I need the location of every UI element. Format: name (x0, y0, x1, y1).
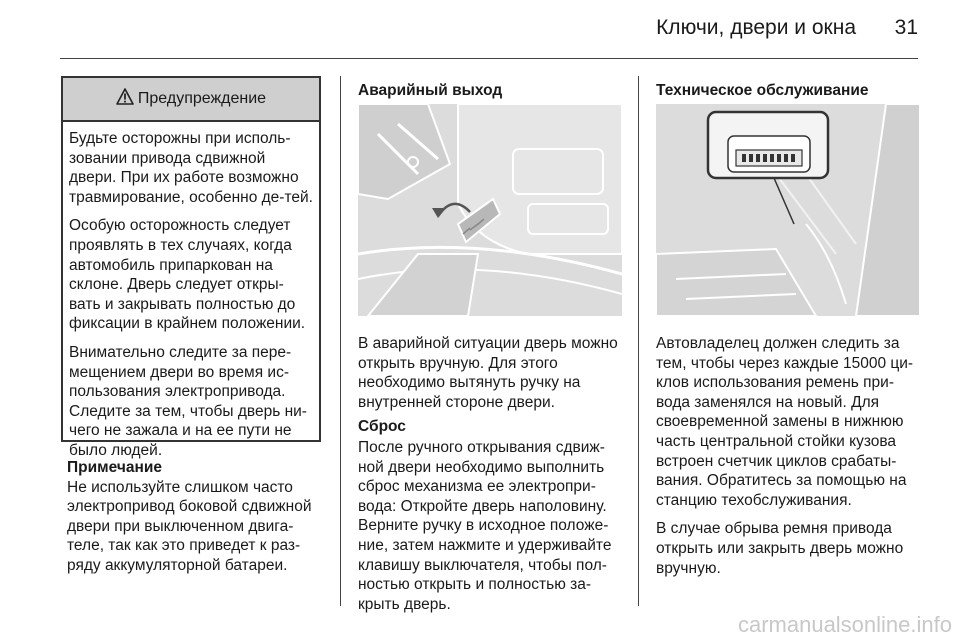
warning-triangle-icon (116, 88, 138, 110)
watermark: carmanualsonline.info (737, 612, 952, 637)
column-divider (638, 76, 639, 606)
warning-body (63, 122, 319, 461)
warning-paragraph: Будьте осторожны при исполь-зовании привода сдвижной двери. При их работе возможно травмирование, особенно де-тей. (69, 130, 313, 206)
warning-paragraph: Особую осторожность следует проявлять в тех случаях, когда автомобиль припаркован на склоне. Дверь следует откры-вать и закрывать полностью до фиксации в крайнем положении. (69, 217, 306, 333)
emergency-exit-title: Аварийный выход (358, 82, 503, 99)
emergency-handle-illustration (358, 104, 622, 316)
warning-paragraph: Внимательно следите за пере-мещением двери во время ис-пользования электропривода. Следите за тем, чтобы дверь ни-чего не зажала и на ее пути не было людей. (69, 343, 307, 459)
maintenance-text (656, 334, 922, 587)
reset-text: После ручного открывания сдвиж-ной двери необходимо выполнить сброс механизма ее электропри-вода: Откройте дверь наполовину. Верните ручку в исходное положе-ние, затем нажмите и удерживайте клавишу выключателя, чтобы пол-ностью открыть и полностью за-крыть дверь. (358, 439, 612, 613)
header-title: Ключи, двери и окна (656, 16, 856, 39)
maintenance-paragraph: Автовладелец должен следить за тем, чтобы через каждые 15000 ци-клов использования ремень при-вода заменялся на новый. Для своевременной замены в нижнюю часть центральной стойки кузова встроен счетчик циклов срабаты-вания. Обратитесь за помощью на станцию техобслуживания. (656, 335, 914, 509)
warning-box (61, 76, 321, 459)
note-text: Не используйте слишком часто электропривод боковой сдвижной двери при выключенном двига-теле, так как это приведет к раз-ряду аккумуляторной батареи. (67, 478, 312, 574)
warning-title: Предупреждение (137, 90, 267, 107)
note-title: Примечание (67, 459, 162, 476)
page-number: 31 (894, 16, 918, 39)
column-divider (340, 76, 341, 606)
header-rule (60, 58, 918, 59)
note-section (67, 458, 325, 576)
maintenance-paragraph: В случае обрыва ремня привода открыть или закрыть дверь можно вручную. (656, 520, 904, 577)
maintenance-title: Техническое обслуживание (656, 82, 869, 99)
emergency-exit-text: В аварийной ситуации дверь можно открыть вручную. Для этого необходимо вытянуть ручку на внутренней стороне двери. (358, 335, 618, 411)
reset-title: Сброс (358, 418, 406, 435)
warning-header (63, 78, 319, 122)
cycle-counter-illustration (656, 104, 920, 316)
